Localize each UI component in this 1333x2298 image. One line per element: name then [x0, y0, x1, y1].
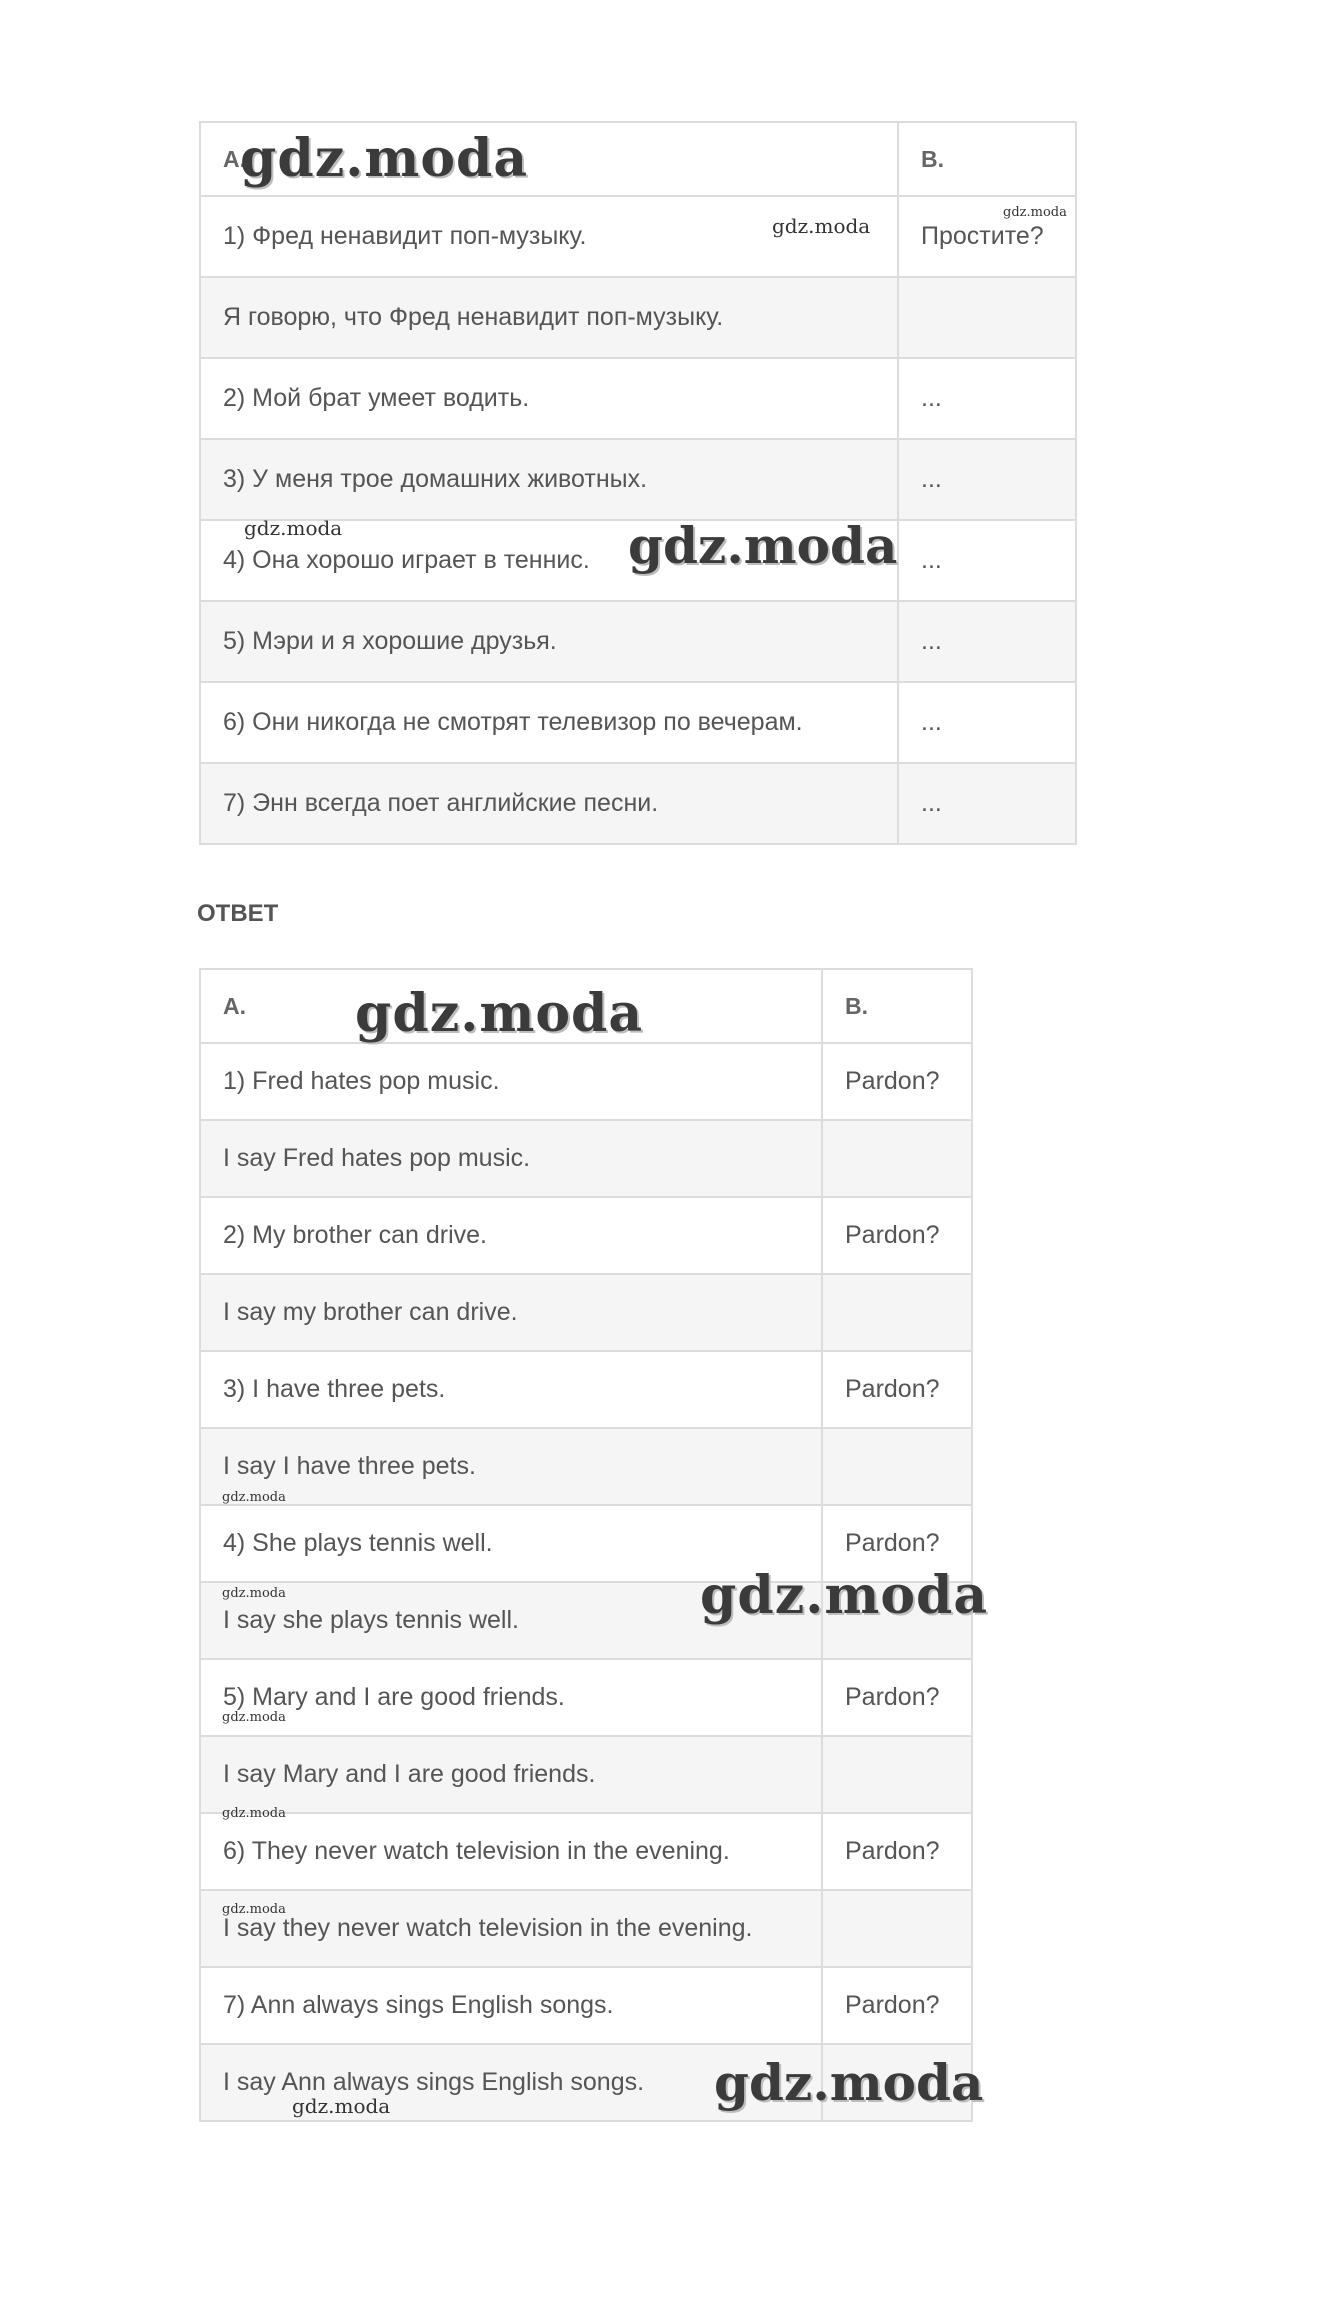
cell-b: Pardon? — [822, 1351, 972, 1428]
watermark: gdz.moda — [628, 516, 898, 575]
table-row — [200, 196, 1076, 277]
table-row — [200, 1274, 972, 1351]
cell-a: 6) They never watch television in the evening. — [200, 1813, 822, 1890]
watermark: gdz.moda — [1003, 205, 1067, 220]
column-a-header: A. — [200, 969, 822, 1043]
cell-b: Простите? — [898, 196, 1076, 277]
cell-a: 4) Она хорошо играет в теннис. — [200, 520, 898, 601]
cell-b: Pardon? — [822, 1197, 972, 1274]
column-a-header: A. — [200, 122, 898, 196]
table-row — [200, 1813, 972, 1890]
cell-a: 1) Фред ненавидит поп-музыку. — [200, 196, 898, 277]
watermark: gdz.moda — [700, 1565, 989, 1626]
cell-b: ... — [898, 520, 1076, 601]
watermark: gdz.moda — [772, 214, 871, 238]
cell-b: ... — [898, 682, 1076, 763]
cell-a: 5) Mary and I are good friends. — [200, 1659, 822, 1736]
cell-a: 2) Мой брат умеет водить. — [200, 358, 898, 439]
cell-a: 1) Fred hates pop music. — [200, 1043, 822, 1120]
cell-a: 7) Энн всегда поет английские песни. — [200, 763, 898, 844]
cell-b — [822, 1120, 972, 1197]
table-row — [200, 439, 1076, 520]
cell-b — [822, 1428, 972, 1505]
watermark: gdz.moda — [222, 1710, 286, 1725]
watermark: gdz.moda — [222, 1490, 286, 1505]
table-header-row — [200, 122, 1076, 196]
cell-b: Pardon? — [822, 1659, 972, 1736]
table-row — [200, 1736, 972, 1813]
cell-a: 2) My brother can drive. — [200, 1197, 822, 1274]
cell-b: Pardon? — [822, 1967, 972, 2044]
column-b-header: B. — [898, 122, 1076, 196]
cell-a: I say Mary and I are good friends. — [200, 1736, 822, 1813]
answer-table — [199, 968, 973, 2122]
cell-a: 3) У меня трое домашних животных. — [200, 439, 898, 520]
cell-a: I say she plays tennis well. — [200, 1582, 822, 1659]
cell-b — [822, 1274, 972, 1351]
table-row — [200, 2044, 972, 2121]
table-row — [200, 358, 1076, 439]
table-row — [200, 1428, 972, 1505]
table-row — [200, 1043, 972, 1120]
cell-b: ... — [898, 358, 1076, 439]
cell-b: ... — [898, 601, 1076, 682]
table-row — [200, 1659, 972, 1736]
cell-a: I say they never watch television in the evening. — [200, 1890, 822, 1967]
cell-b: Pardon? — [822, 1813, 972, 1890]
cell-b: Pardon? — [822, 1505, 972, 1582]
watermark: gdz.moda — [355, 983, 644, 1044]
cell-a: I say Fred hates pop music. — [200, 1120, 822, 1197]
watermark: gdz.moda — [292, 2094, 391, 2118]
table-row — [200, 1197, 972, 1274]
watermark: gdz.moda — [714, 2053, 984, 2112]
cell-b — [822, 1890, 972, 1967]
cell-b: ... — [898, 439, 1076, 520]
cell-b — [822, 2044, 972, 2121]
cell-a: 6) Они никогда не смотрят телевизор по вечерам. — [200, 682, 898, 763]
answer-heading: ОТВЕТ — [197, 900, 279, 927]
task-table — [199, 121, 1077, 845]
cell-a: 4) She plays tennis well. — [200, 1505, 822, 1582]
watermark: gdz.moda — [222, 1586, 286, 1601]
cell-b — [822, 1736, 972, 1813]
table-row — [200, 1582, 972, 1659]
watermark: gdz.moda — [240, 128, 529, 189]
table-row — [200, 1890, 972, 1967]
cell-a: I say my brother can drive. — [200, 1274, 822, 1351]
table-row — [200, 1120, 972, 1197]
table-row — [200, 601, 1076, 682]
table-row — [200, 1967, 972, 2044]
cell-b: ... — [898, 763, 1076, 844]
table-row — [200, 682, 1076, 763]
watermark: gdz.moda — [244, 516, 343, 540]
cell-a: I say I have three pets. — [200, 1428, 822, 1505]
cell-b — [822, 1582, 972, 1659]
table-row — [200, 1351, 972, 1428]
column-b-header: B. — [822, 969, 972, 1043]
cell-a: Я говорю, что Фред ненавидит поп-музыку. — [200, 277, 898, 358]
cell-b — [898, 277, 1076, 358]
cell-a: I say Ann always sings English songs. — [200, 2044, 822, 2121]
watermark: gdz.moda — [222, 1902, 286, 1917]
watermark: gdz.moda — [222, 1806, 286, 1821]
table-row — [200, 277, 1076, 358]
table-header-row — [200, 969, 972, 1043]
table-row — [200, 520, 1076, 601]
cell-a: 3) I have three pets. — [200, 1351, 822, 1428]
table-row — [200, 1505, 972, 1582]
cell-b: Pardon? — [822, 1043, 972, 1120]
cell-a: 7) Ann always sings English songs. — [200, 1967, 822, 2044]
cell-a: 5) Мэри и я хорошие друзья. — [200, 601, 898, 682]
table-row — [200, 763, 1076, 844]
